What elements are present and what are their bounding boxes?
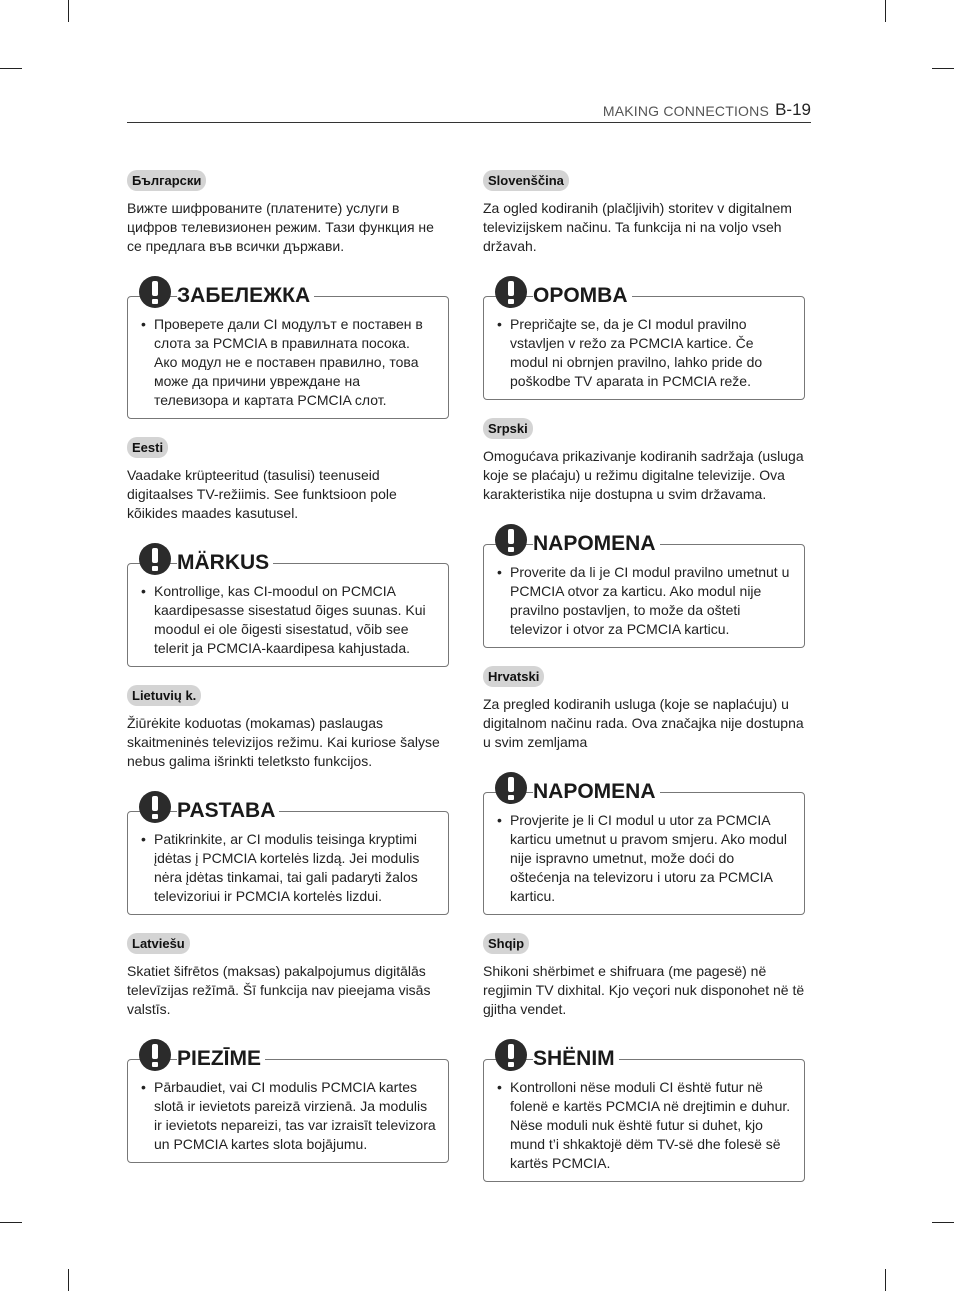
language-label: Latviešu — [127, 933, 190, 954]
language-label: Hrvatski — [483, 666, 544, 687]
language-section — [483, 170, 805, 256]
note-item: • Pārbaudiet, vai CI modulis PCMCIA kartes slotā ir ievietots pareizā virzienā. Ja modulis ir ievietots nepareizi, tas var izraisīt televizora un PCMCIA kartes slota bojājumu. — [154, 1078, 436, 1154]
note-title: OPOMBA — [533, 284, 632, 308]
language-description: Skatiet šifrētos (maksas) pakalpojumus digitālās televīzijas režīmā. Šī funkcija nav pieejama visās valstīs. — [127, 963, 431, 1017]
crop-mark — [932, 68, 954, 69]
language-description: Vaadake krüpteeritud (tasulisi) teenuseid digitaalses TV-režiimis. See funktsioon pole kõikides maades kasutusel. — [127, 467, 397, 521]
warning-icon — [139, 1039, 171, 1071]
crop-mark — [0, 68, 22, 69]
warning-icon — [495, 1039, 527, 1071]
note-box — [483, 772, 805, 915]
note-box — [127, 791, 449, 915]
warning-icon — [139, 276, 171, 308]
language-label: Lietuvių k. — [127, 685, 201, 706]
note-item: • Kontrollige, kas CI-moodul on PCMCIA kaardipesasse sisestatud õiges suunas. Kui moodul ei ole õigesti sisestatud, võib see telerit ja PCMCIA-kaardipesa kahjustada. — [154, 582, 436, 658]
language-section — [483, 418, 805, 504]
note-item: • Kontrolloni nëse moduli CI është futur në folenë e kartës PCMCIA në drejtimin e duhur. Nëse moduli nuk është futur si duhet, kjo mund t’i shkaktojë dëm TV-së dhe folesë së kartës PCMCIA. — [510, 1078, 792, 1173]
language-description: Za ogled kodiranih (plačljivih) storitev v digitalnem televizijskem načinu. Ta funkcija ni na voljo vseh državah. — [483, 200, 792, 254]
note-item: • Provjerite je li CI modul u utor za PCMCIA karticu umetnut u pravom smjeru. Ako modul nije ispravno umetnut, može doći do oštećenja na televizoru i utoru za PCMCIA karticu. — [510, 811, 792, 906]
language-description: Žiūrėkite koduotas (mokamas) paslaugas skaitmeninės televizijos režimu. Kai kuriose šalyse nebus galima išrinkti teletksto funkcijos. — [127, 715, 440, 769]
note-title: NAPOMENA — [533, 780, 660, 804]
language-section — [127, 170, 449, 256]
note-title: MÄRKUS — [177, 551, 273, 575]
language-section — [127, 437, 449, 523]
section-title: MAKING CONNECTIONS — [602, 103, 769, 119]
language-label: Български — [127, 170, 206, 191]
note-item: • Proverite da li je CI modul pravilno umetnut u PCMCIA otvor za karticu. Ako modul nije pravilno postavljen, to može da ošteti televizor i otvor za PCMCIA karticu. — [510, 563, 792, 639]
crop-mark — [885, 1269, 886, 1291]
note-box — [483, 524, 805, 648]
language-section — [127, 933, 449, 1019]
note-item: • Patikrinkite, ar CI modulis teisinga kryptimi įdėtas į PCMCIA kortelės lizdą. Jei modulis nėra įdėtas tinkamai, tai gali padaryti žalos televizoriui ir PCMCIA kortelės lizdui. — [154, 830, 436, 906]
language-description: Za pregled kodiranih usluga (koje se naplaćuju) u digitalnom načinu rada. Ova značajka nije dostupna u svim zemljama — [483, 696, 804, 750]
note-box — [483, 1039, 805, 1182]
warning-icon — [495, 276, 527, 308]
note-box — [127, 276, 449, 419]
language-description: Omogućava prikazivanje kodiranih sadržaja (usluga koje se plaćaju) u režimu digitalne televizije. Ova karakteristika nije dostupna u svim državama. — [483, 448, 804, 502]
note-title: PIEZĪME — [177, 1047, 265, 1071]
crop-mark — [68, 1269, 69, 1291]
warning-icon — [495, 524, 527, 556]
note-title: PASTABA — [177, 799, 279, 823]
warning-icon — [139, 543, 171, 575]
note-title: ЗАБЕЛЕЖКА — [177, 284, 314, 308]
note-box — [483, 276, 805, 400]
note-title: NAPOMENA — [533, 532, 660, 556]
language-label: Eesti — [127, 437, 168, 458]
language-section — [483, 933, 805, 1019]
crop-mark — [68, 0, 69, 22]
language-description: Shikoni shërbimet e shifruara (me pagesë) në regjimin TV dixhital. Kjo veçori nuk disponohet në të gjitha vendet. — [483, 963, 805, 1017]
crop-mark — [885, 0, 886, 22]
language-label: Srpski — [483, 418, 533, 439]
note-box — [127, 1039, 449, 1163]
page-number: B-19 — [775, 100, 811, 119]
language-section — [127, 685, 449, 771]
note-box — [127, 543, 449, 667]
page-header — [127, 98, 811, 123]
note-title: SHËNIM — [533, 1047, 619, 1071]
language-description: Вижте шифрованите (платените) услуги в цифров телевизионен режим. Тази функция не се предлага във всички държави. — [127, 200, 434, 254]
note-item: • Prepričajte se, da je CI modul pravilno vstavljen v režo za PCMCIA kartice. Če modul ni obrnjen pravilno, lahko pride do poškodbe TV aparata in PCMCIA reže. — [510, 315, 792, 391]
left-column — [127, 170, 449, 1181]
language-section — [483, 666, 805, 752]
warning-icon — [495, 772, 527, 804]
note-item: • Проверете дали CI модулът е поставен в слота за PCMCIA в правилната посока. Ако модул не е поставен правилно, това може да причини увреждане на телевизора и картата PCMCIA слот. — [154, 315, 436, 410]
language-label: Slovenščina — [483, 170, 569, 191]
crop-mark — [932, 1222, 954, 1223]
crop-mark — [0, 1222, 22, 1223]
right-column — [483, 170, 805, 1200]
language-label: Shqip — [483, 933, 529, 954]
warning-icon — [139, 791, 171, 823]
